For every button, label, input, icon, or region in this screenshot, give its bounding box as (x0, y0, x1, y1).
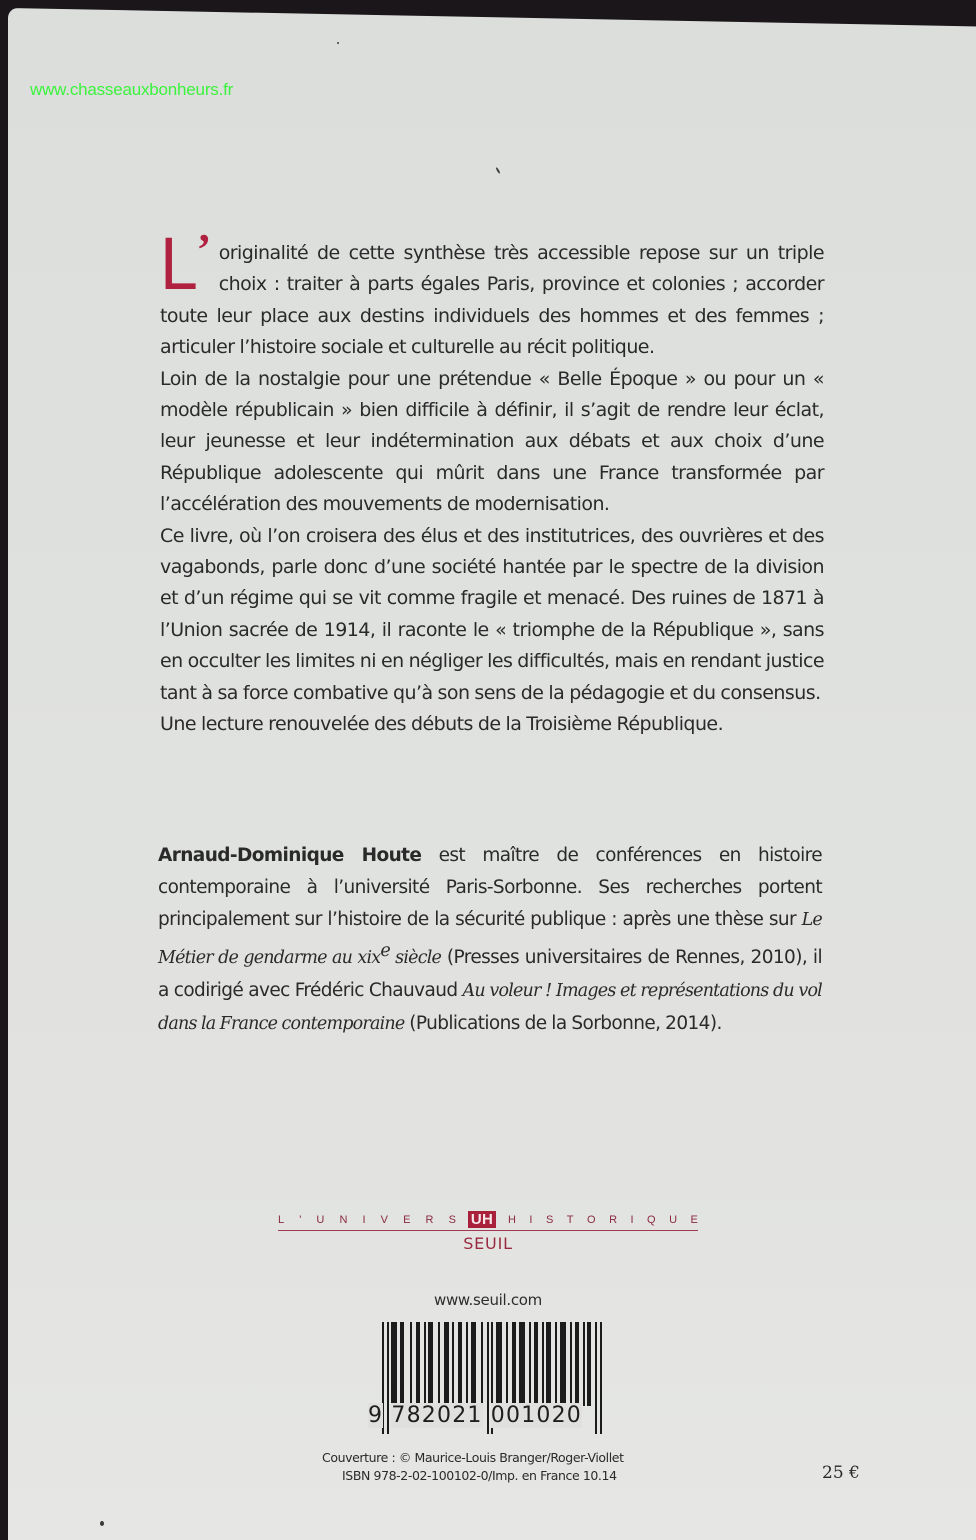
barcode-number: 9 782021 001020 (368, 1403, 582, 1428)
credits (322, 1449, 624, 1485)
book-title: Au voleur ! Images et représentations du vol dans la France contemporaine (158, 981, 822, 1035)
publisher-website: www.seuil.com (434, 1291, 542, 1309)
drop-cap: L ’ (160, 222, 211, 305)
collection-logo (278, 1211, 698, 1253)
dust-speck (100, 1521, 104, 1526)
uh-badge: UH (468, 1211, 496, 1228)
publisher-name: SEUIL (463, 1234, 513, 1253)
blurb (160, 222, 824, 741)
price: 25 € (822, 1463, 860, 1483)
author-name: Arnaud-Dominique Houte (158, 845, 422, 866)
dust-speck (337, 42, 339, 44)
blurb-paragraph-3: Ce livre, où l’on croisera des élus et des institutrices, des ouvrières et des vagabonds, parle donc d’une société hantée par le spectre de la division et d’un régime qui se vit comme fragile et menacé. Des ruines de 1871 à l’Union sacrée de 1914, il raconte le « triomphe de la République », sans en occulter les limites ni en négliger les difficultés, mais en rendant justice tant à sa force combative qu’à son sens de la pédagogie et du consensus. (160, 524, 824, 704)
book-title: Le Métier de gendarme au (158, 909, 822, 969)
author-bio: Arnaud-Dominique Houte est maître de conférences en histoire contemporaine à l’université Paris-Sorbonne. Ses recherches portent principalement sur l’histoire de la sécurité publique : après une thèse sur Le Métier de gendarme au xix$^e$ siècle (Presses universitaires de Rennes, 2010), il a codirigé avec Frédéric Chauvaud Au voleur ! Images et représentations du vol dans la France contemporaine (Publications de la Sorbonne, 2014). (158, 845, 822, 1035)
collection-name-left: L ' U N I V E R S (278, 1213, 456, 1226)
blurb-paragraph-4: Une lecture renouvelée des débuts de la Troisième République. (160, 713, 724, 736)
blurb-paragraph-2: Loin de la nostalgie pour une prétendue « Belle Époque » ou pour un « modèle républicain » bien difficile à définir, il s’agit de rendre leur éclat, leur jeunesse et leur indétermination aux débats et aux choix d’une République adolescente qui mûrit dans une France transformée par l’accélération des mouvements de modernisation. (160, 367, 824, 516)
isbn: ISBN 978-2-02-100102-0/Imp. en France 10.14 (342, 1468, 617, 1483)
collection-name-right: H I S T O R I Q U E (507, 1213, 698, 1226)
blurb-paragraph-1: L ’ originalité de cette synthèse très accessible repose sur un triple choix : traiter à parts égales Paris, province et colonies ; accorder toute leur place aux destins individuels des hommes et des femmes ; articuler l’histoire sociale et culturelle au récit politique. (160, 222, 824, 359)
watermark-url: www.chasseauxbonheurs.fr (30, 80, 234, 99)
cover-credit: Couverture : © Maurice-Louis Branger/Roger-Viollet (322, 1450, 624, 1465)
